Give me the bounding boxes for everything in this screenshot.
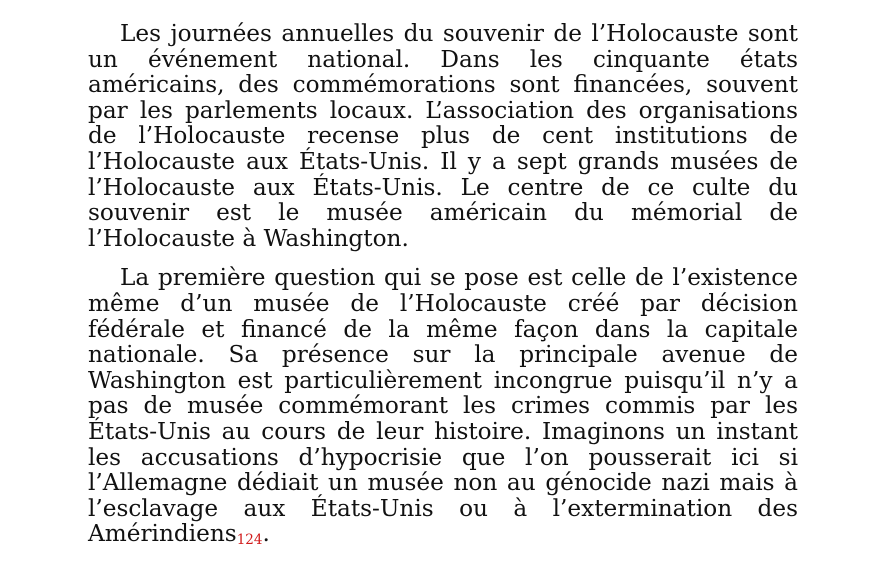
paragraph-2-text: La première question qui se pose est celle de l’existence même d’un musée de l’Holocauste créé par décision fédérale et financé de la même façon dans la capitale nationale. Sa présence sur la principale avenue de Washington est particulièrement incongrue puisqu’il n’y a pas de musée commémorant les crimes commis par les États-Unis au cours de leur histoire. Imaginons un instant les accusations d’hypocrisie que l’on pousserait ici si l’Allemagne dédiait un musée non au génocide nazi mais à l’esclavage aux États-Unis ou à l’extermination des Amérindiens bbox=[88, 264, 798, 548]
paragraph-museum-question bbox=[88, 265, 798, 551]
footnote-reference-link[interactable]: 124 bbox=[236, 532, 263, 549]
paragraph-1-text: Les journées annuelles du souvenir de l’Holocauste sont un événement national. Dans les cinquante états américains, des commémorations sont financées, souvent par les parlements locaux. L’association des organisations de l’Holocauste recense plus de cent institutions de l’Holocauste aux États-Unis. Il y a sept grands musées de l’Holocauste aux États-Unis. Le centre de ce culte du souvenir est le musée américain du mémorial de l’Holocauste à Washington. bbox=[88, 20, 798, 252]
paragraph-holocaust-remembrance bbox=[88, 21, 798, 251]
paragraph-2-tail: . bbox=[262, 520, 270, 548]
document-page bbox=[88, 21, 798, 551]
